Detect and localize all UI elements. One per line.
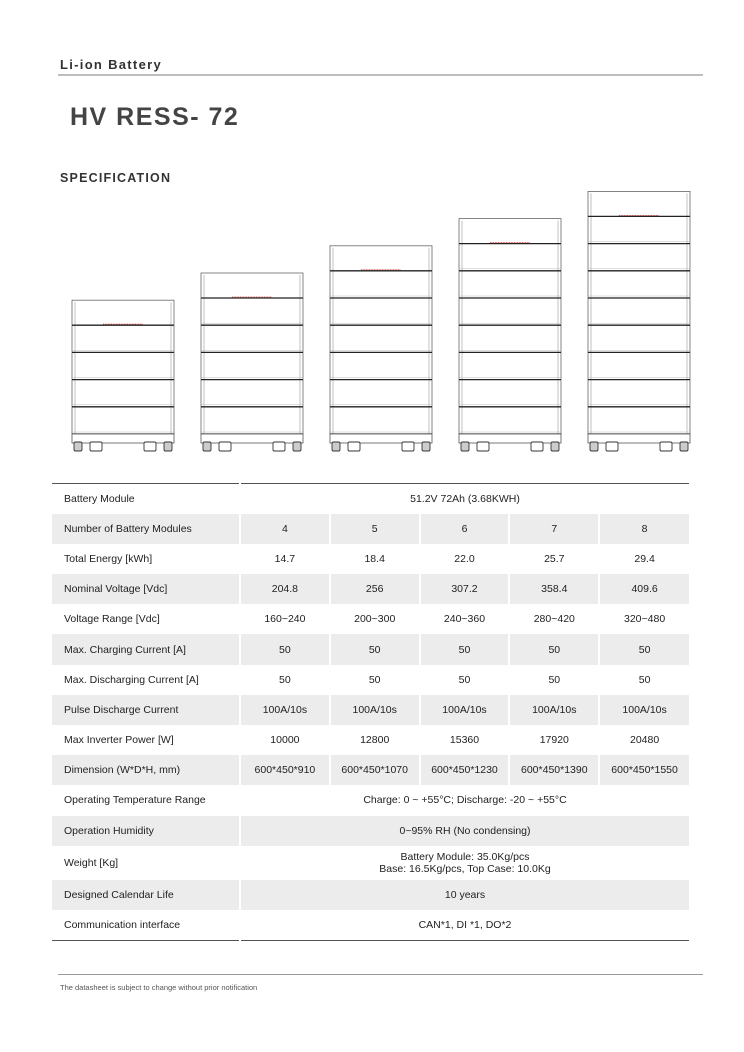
row-value bbox=[240, 816, 689, 846]
row-value: 14.7 bbox=[240, 544, 330, 574]
row-label: Total Energy [kWh] bbox=[52, 544, 240, 574]
row-value: 600*450*1230 bbox=[420, 755, 510, 785]
row-label: Dimension (W*D*H, mm) bbox=[52, 755, 240, 785]
row-value: 6 bbox=[420, 514, 510, 544]
row-value: 100A/10s bbox=[509, 695, 599, 725]
table-row bbox=[52, 665, 689, 695]
table-row bbox=[52, 910, 689, 940]
row-value: 204.8 bbox=[240, 574, 330, 604]
table-row bbox=[52, 816, 689, 846]
row-value: 22.0 bbox=[420, 544, 510, 574]
row-value: 50 bbox=[240, 665, 330, 695]
stack-base bbox=[588, 434, 690, 443]
row-value: 7 bbox=[509, 514, 599, 544]
row-value: 8 bbox=[599, 514, 689, 544]
row-label: Operating Temperature Range bbox=[52, 785, 240, 815]
row-value: 600*450*1070 bbox=[330, 755, 420, 785]
row-value: 100A/10s bbox=[599, 695, 689, 725]
row-value bbox=[240, 910, 689, 940]
stack-frame bbox=[588, 191, 690, 434]
row-value: 358.4 bbox=[509, 574, 599, 604]
row-label: Battery Module bbox=[52, 484, 240, 514]
row-value: 160~240 bbox=[240, 604, 330, 634]
header-category: Li-ion Battery bbox=[60, 57, 162, 72]
row-value-line: Charge: 0 ~ +55°C; Discharge: -20 ~ +55°C bbox=[363, 794, 567, 807]
row-value: 17920 bbox=[509, 725, 599, 755]
table-row bbox=[52, 604, 689, 634]
table-row bbox=[52, 725, 689, 755]
row-label: Voltage Range [Vdc] bbox=[52, 604, 240, 634]
row-value bbox=[240, 484, 689, 514]
row-value: 320~480 bbox=[624, 613, 666, 626]
row-value: 240~360 bbox=[420, 604, 510, 634]
row-value: 50 bbox=[330, 634, 420, 664]
specification-table bbox=[52, 483, 689, 941]
row-value: 280~420 bbox=[509, 604, 599, 634]
row-value: 12800 bbox=[330, 725, 420, 755]
row-value bbox=[240, 785, 689, 815]
table-row bbox=[52, 574, 689, 604]
row-value: 50 bbox=[638, 673, 651, 686]
table-row bbox=[52, 544, 689, 574]
product-title: HV RESS- 72 bbox=[70, 103, 240, 131]
row-value: 15360 bbox=[420, 725, 510, 755]
table-row bbox=[52, 484, 689, 514]
row-label: Weight [Kg] bbox=[52, 846, 240, 880]
row-value: 20480 bbox=[629, 734, 660, 747]
row-label: Max. Discharging Current [A] bbox=[52, 665, 240, 695]
row-label: Communication interface bbox=[52, 910, 240, 940]
row-value-line: CAN*1, DI *1, DO*2 bbox=[418, 918, 512, 931]
row-value: 100A/10s bbox=[330, 695, 420, 725]
row-value-line: Battery Module: 35.0Kg/pcs bbox=[400, 850, 530, 863]
row-label: Pulse Discharge Current bbox=[52, 695, 240, 725]
row-value: 50 bbox=[509, 665, 599, 695]
row-value-line: 10 years bbox=[444, 888, 486, 901]
row-value: 25.7 bbox=[509, 544, 599, 574]
table-row bbox=[52, 846, 689, 880]
row-label: Number of Battery Modules bbox=[52, 514, 240, 544]
row-value: 4 bbox=[240, 514, 330, 544]
row-value: 600*450*1390 bbox=[509, 755, 599, 785]
row-value: 100A/10s bbox=[420, 695, 510, 725]
row-value: 100A/10s bbox=[240, 695, 330, 725]
row-value bbox=[240, 846, 689, 880]
row-value: 600*450*910 bbox=[240, 755, 330, 785]
row-label: Max. Charging Current [A] bbox=[52, 634, 240, 664]
row-label: Max Inverter Power [W] bbox=[52, 725, 240, 755]
table-row bbox=[52, 785, 689, 815]
table-row bbox=[52, 880, 689, 910]
row-value: 50 bbox=[509, 634, 599, 664]
stack-foot bbox=[590, 442, 598, 451]
caster-wheel bbox=[606, 442, 618, 451]
row-label: Nominal Voltage [Vdc] bbox=[52, 574, 240, 604]
row-label: Operation Humidity bbox=[52, 816, 240, 846]
table-row bbox=[52, 695, 689, 725]
row-label: Designed Calendar Life bbox=[52, 880, 240, 910]
table-row bbox=[52, 755, 689, 785]
row-value: 200~300 bbox=[330, 604, 420, 634]
section-title: SPECIFICATION bbox=[60, 171, 172, 185]
row-value: 18.4 bbox=[330, 544, 420, 574]
row-value: 50 bbox=[240, 634, 330, 664]
footer-divider bbox=[58, 974, 703, 975]
row-value bbox=[240, 880, 689, 910]
table-row bbox=[52, 514, 689, 544]
row-value-line: Base: 16.5Kg/pcs, Top Case: 10.0Kg bbox=[379, 862, 551, 875]
footer-note: The datasheet is subject to change without prior notification bbox=[60, 983, 258, 992]
row-value-line: 51.2V 72Ah (3.68KWH) bbox=[410, 492, 520, 505]
row-value: 600*450*1550 bbox=[599, 755, 689, 785]
row-value: 256 bbox=[330, 574, 420, 604]
row-value: 5 bbox=[330, 514, 420, 544]
row-value: 50 bbox=[599, 634, 689, 664]
row-value: 50 bbox=[330, 665, 420, 695]
table-row bbox=[52, 634, 689, 664]
row-value-line: 0~95% RH (No condensing) bbox=[399, 824, 531, 837]
stack-foot bbox=[680, 442, 688, 451]
row-value: 409.6 bbox=[599, 574, 689, 604]
row-value: 10000 bbox=[240, 725, 330, 755]
row-value: 50 bbox=[420, 634, 510, 664]
row-value: 29.4 bbox=[634, 552, 655, 565]
row-value: 307.2 bbox=[420, 574, 510, 604]
row-value: 50 bbox=[420, 665, 510, 695]
caster-wheel bbox=[660, 442, 672, 451]
